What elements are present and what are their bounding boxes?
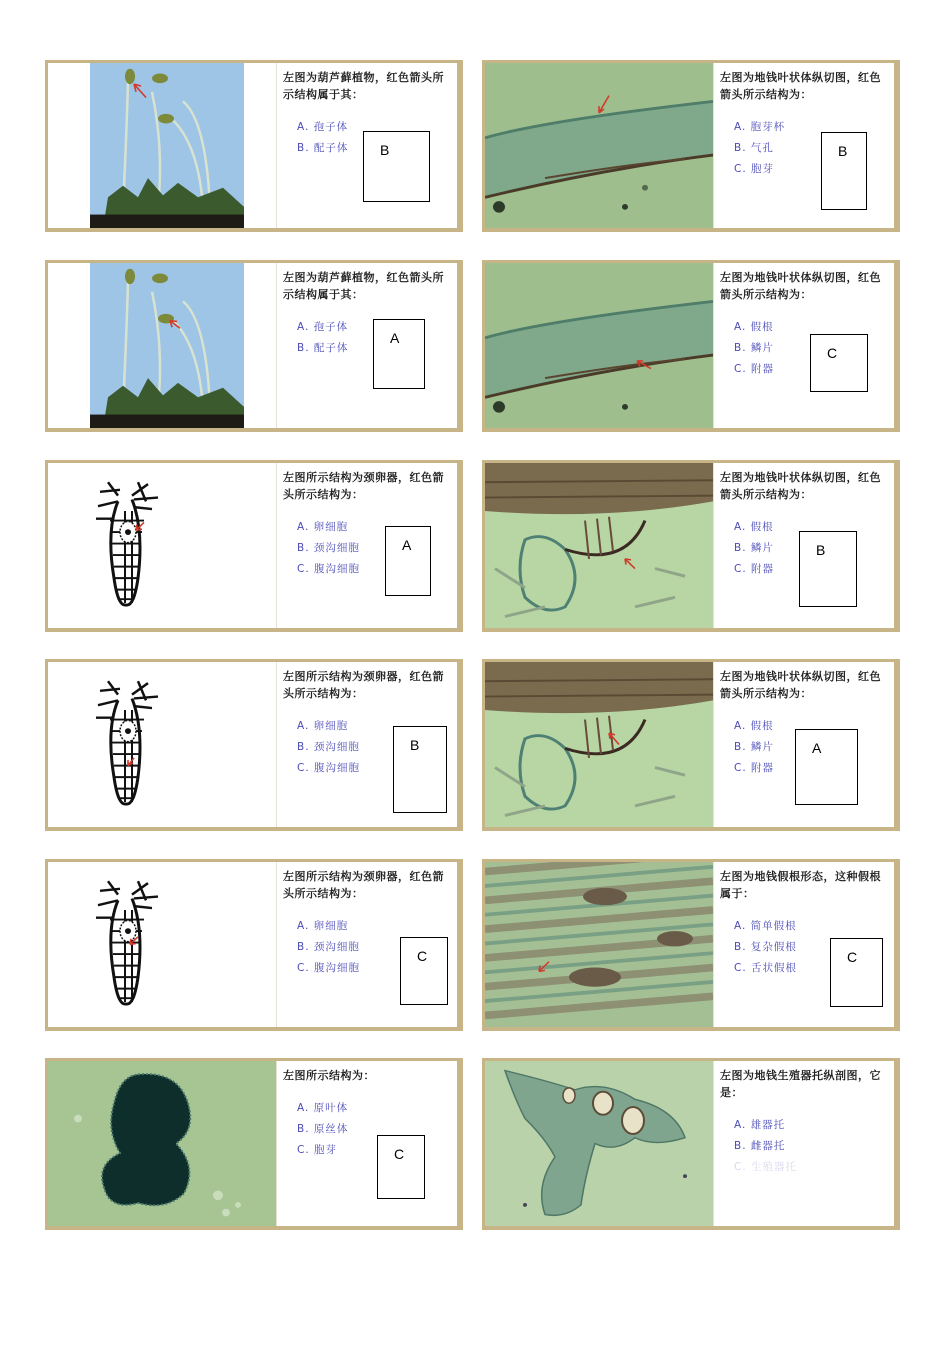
question-text: 左图所示结构为颈卵器，红色箭头所示结构为： <box>283 471 444 501</box>
option-b[interactable]: B. 雌器托 <box>734 1140 786 1152</box>
option-a[interactable]: A. 卵细胞 <box>297 920 349 932</box>
question-text: 左图为地钱生殖器托纵剖图，它是： <box>720 1069 881 1099</box>
option-c[interactable]: C. 腹沟细胞 <box>297 563 361 575</box>
question-card-10 <box>482 859 900 1031</box>
option-c[interactable]: C. 舌状假根 <box>734 962 798 974</box>
thallus-section-micrograph <box>485 63 713 228</box>
answer-text: A <box>402 537 412 553</box>
option-a[interactable]: A. 原叶体 <box>297 1102 349 1114</box>
option-c[interactable]: C. 腹沟细胞 <box>297 762 361 774</box>
thallus-section-micrograph <box>485 662 713 827</box>
option-c[interactable]: C. 附器 <box>734 363 775 375</box>
question-text: 左图为葫芦藓植物，红色箭头所示结构属于其： <box>283 71 444 101</box>
answer-box[interactable] <box>799 531 857 607</box>
question-card-9 <box>45 859 463 1031</box>
option-b[interactable]: B. 颈沟细胞 <box>297 941 360 953</box>
option-c[interactable]: C. 腹沟细胞 <box>297 962 361 974</box>
option-a[interactable]: A. 卵细胞 <box>297 521 349 533</box>
divider <box>713 1061 714 1226</box>
answer-box[interactable] <box>400 937 448 1005</box>
archegonium-drawing <box>48 862 276 1027</box>
option-b[interactable]: B. 颈沟细胞 <box>297 741 360 753</box>
answer-box[interactable] <box>385 526 431 596</box>
receptacle-section-micrograph <box>485 1061 713 1226</box>
question-text: 左图为地钱叶状体纵切图，红色箭头所示结构为： <box>720 670 881 700</box>
question-text: 左图为地钱叶状体纵切图，红色箭头所示结构为： <box>720 471 881 501</box>
divider <box>276 263 277 428</box>
question-text: 左图为地钱叶状体纵切图，红色箭头所示结构为： <box>720 271 881 301</box>
option-c[interactable]: C. 附器 <box>734 762 775 774</box>
divider <box>276 662 277 827</box>
moss-plant-photo <box>48 263 276 428</box>
option-b[interactable]: B. 原丝体 <box>297 1123 349 1135</box>
answer-text: A <box>812 740 822 756</box>
option-a[interactable]: A. 胞芽杯 <box>734 121 786 133</box>
question-card-11 <box>45 1058 463 1230</box>
question-text: 左图为地钱叶状体纵切图，红色箭头所示结构为： <box>720 71 881 101</box>
answer-text: C <box>394 1146 405 1162</box>
option-b[interactable]: B. 鳞片 <box>734 542 774 554</box>
option-a[interactable]: A. 孢子体 <box>297 321 349 333</box>
answer-text: B <box>410 737 420 753</box>
answer-text: B <box>380 142 390 158</box>
answer-text: A <box>390 330 400 346</box>
question-text: 左图所示结构为： <box>283 1069 375 1082</box>
option-a[interactable]: A. 卵细胞 <box>297 720 349 732</box>
answer-box[interactable] <box>821 132 867 210</box>
gemma-micrograph <box>48 1061 276 1226</box>
answer-box[interactable] <box>373 319 425 389</box>
moss-plant-photo <box>48 63 276 228</box>
answer-text: C <box>827 345 838 361</box>
rhizoid-micrograph <box>485 862 713 1027</box>
option-b[interactable]: B. 配子体 <box>297 342 349 354</box>
divider <box>276 862 277 1027</box>
option-b[interactable]: B. 复杂假根 <box>734 941 797 953</box>
option-c[interactable]: C. 附器 <box>734 563 775 575</box>
divider <box>713 662 714 827</box>
option-b[interactable]: B. 颈沟细胞 <box>297 542 360 554</box>
answer-text: B <box>816 542 826 558</box>
question-card-12 <box>482 1058 900 1230</box>
option-b[interactable]: B. 鳞片 <box>734 741 774 753</box>
thallus-section-micrograph <box>485 263 713 428</box>
answer-box[interactable] <box>363 131 430 202</box>
question-text: 左图所示结构为颈卵器，红色箭头所示结构为： <box>283 870 444 900</box>
question-card-4 <box>482 260 900 432</box>
answer-box[interactable] <box>830 938 883 1007</box>
question-text: 左图为葫芦藓植物，红色箭头所示结构属于其： <box>283 271 444 301</box>
option-a[interactable]: A. 雄器托 <box>734 1119 786 1131</box>
question-card-2 <box>482 60 900 232</box>
option-a[interactable]: A. 假根 <box>734 720 774 732</box>
question-text: 左图为地钱假根形态，这种假根属于： <box>720 870 881 900</box>
question-card-1 <box>45 60 463 232</box>
option-c[interactable]: C. 生殖器托 <box>734 1161 798 1173</box>
divider <box>713 463 714 628</box>
answer-text: C <box>417 948 428 964</box>
question-card-8 <box>482 659 900 831</box>
answer-box[interactable] <box>393 726 447 813</box>
option-b[interactable]: B. 鳞片 <box>734 342 774 354</box>
answer-text: B <box>838 143 848 159</box>
option-a[interactable]: A. 简单假根 <box>734 920 797 932</box>
option-c[interactable]: C. 胞芽 <box>734 163 775 175</box>
option-b[interactable]: B. 气孔 <box>734 142 774 154</box>
divider <box>713 63 714 228</box>
answer-text: C <box>847 949 858 965</box>
answer-box[interactable] <box>810 334 868 392</box>
question-card-5 <box>45 460 463 632</box>
option-a[interactable]: A. 假根 <box>734 321 774 333</box>
question-card-7 <box>45 659 463 831</box>
question-text: 左图所示结构为颈卵器，红色箭头所示结构为： <box>283 670 444 700</box>
answer-box[interactable] <box>377 1135 425 1199</box>
question-card-6 <box>482 460 900 632</box>
option-c[interactable]: C. 胞芽 <box>297 1144 338 1156</box>
divider <box>276 463 277 628</box>
archegonium-drawing <box>48 463 276 628</box>
divider <box>276 63 277 228</box>
divider <box>713 862 714 1027</box>
divider <box>713 263 714 428</box>
archegonium-drawing <box>48 662 276 827</box>
option-b[interactable]: B. 配子体 <box>297 142 349 154</box>
divider <box>276 1061 277 1226</box>
thallus-section-micrograph <box>485 463 713 628</box>
option-a[interactable]: A. 孢子体 <box>297 121 349 133</box>
answer-box[interactable] <box>795 729 858 805</box>
question-card-3 <box>45 260 463 432</box>
option-a[interactable]: A. 假根 <box>734 521 774 533</box>
